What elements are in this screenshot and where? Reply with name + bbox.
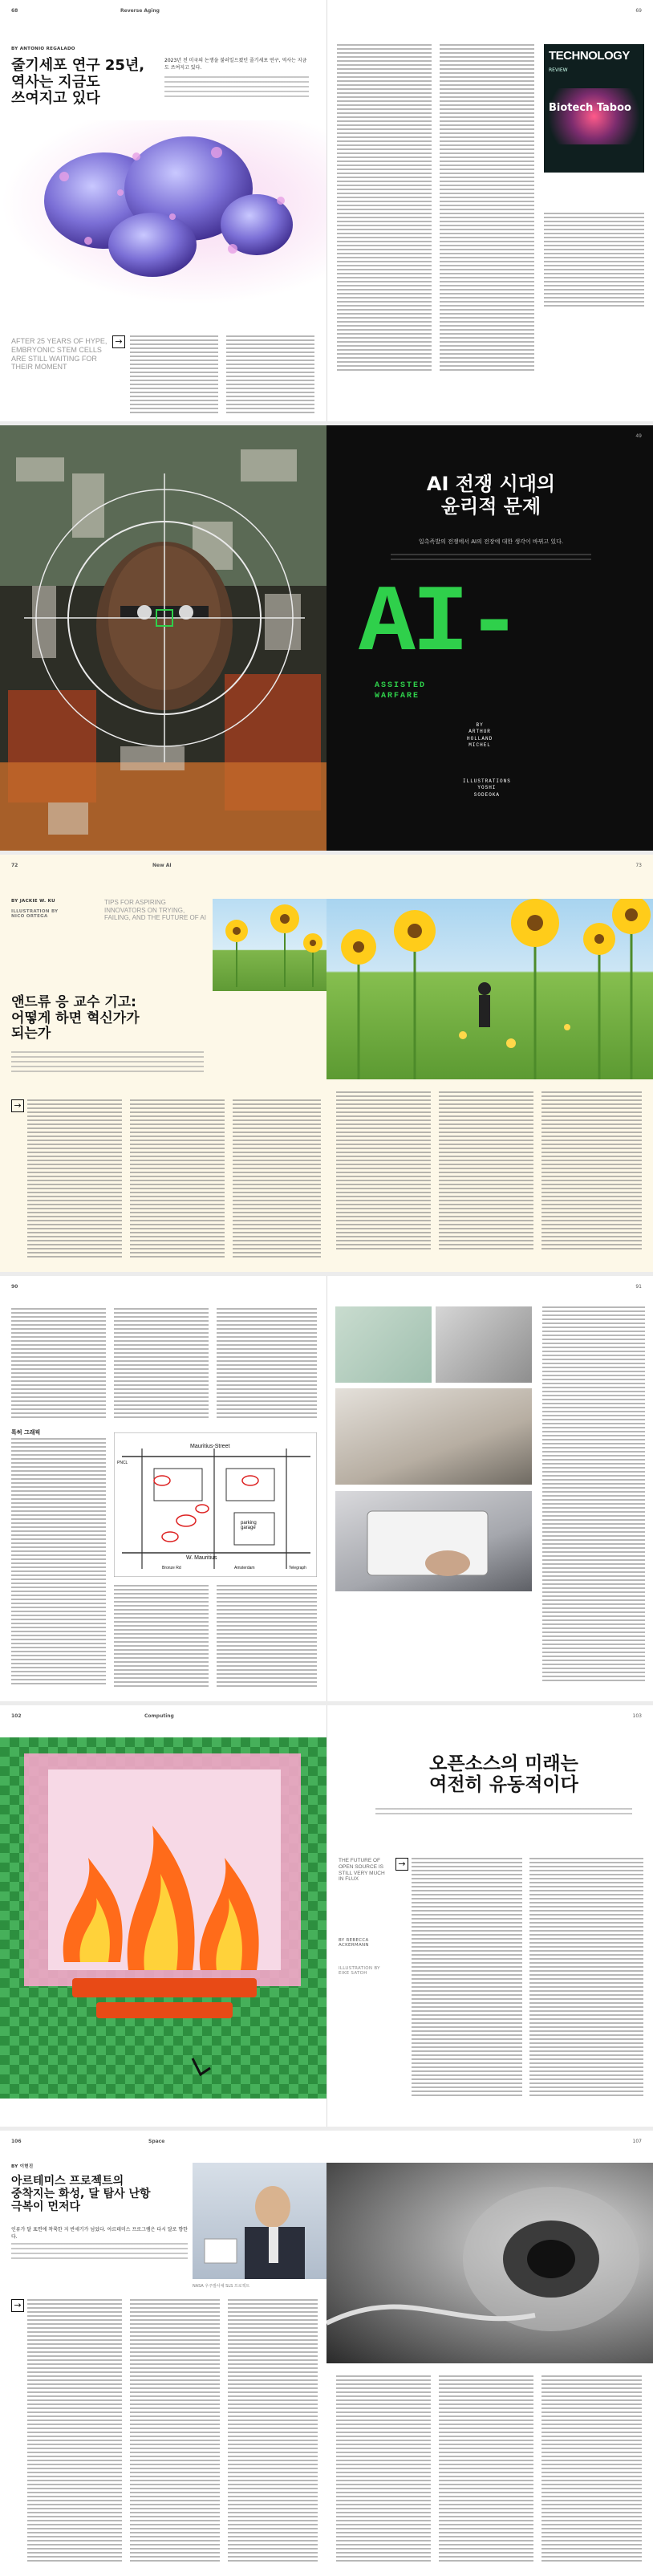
spread-reverse-aging bbox=[0, 0, 653, 421]
article-title: 아르테미스 프로젝트의 중착지는 화성, 달 탐사 난항 극복이 먼저다 bbox=[11, 2175, 151, 2214]
page-number-right: 103 bbox=[632, 1713, 642, 1719]
article-title: 줄기세포 연구 25년, 역사는 지금도 쓰여지고 있다 bbox=[11, 57, 145, 108]
section-runner: Space bbox=[148, 2139, 165, 2144]
body-column-5 bbox=[439, 2375, 533, 2564]
map-parking-label: parking garage bbox=[241, 1521, 257, 1530]
map-label-3: Amsterdam bbox=[234, 1566, 255, 1570]
body-column-3 bbox=[337, 44, 432, 373]
illustrator-credit: ILLUSTRATIONS YOSHI SODEOKA bbox=[463, 778, 511, 798]
article-title: 앤드류 응 교수 기고: 어떻게 하면 혁신가가 되는가 bbox=[11, 994, 140, 1042]
illustration-credit: ILLUSTRATION BY NICO ORTEGA bbox=[11, 909, 59, 919]
body-column-1 bbox=[412, 1858, 522, 2099]
arrow-right-icon: → bbox=[112, 335, 125, 348]
body-column-4 bbox=[440, 44, 534, 373]
page-number-left: 72 bbox=[11, 863, 18, 868]
byline: BY JACKIE W. KU bbox=[11, 899, 55, 904]
body-column-1 bbox=[130, 335, 218, 416]
flower-field-image-top bbox=[213, 899, 326, 991]
page-72 bbox=[0, 855, 326, 1272]
article-deck: 인류가 달 표면에 착륙한 지 반세기가 넘었다. 아르테미스 프로그램은 다시 달로 향한다. bbox=[11, 2227, 188, 2240]
map-street-bottom: W. Mauritius bbox=[186, 1555, 217, 1561]
article-deck: 2023년 전 미국의 논쟁을 불러일으켰던 줄기세포 연구, 역사는 지금도 쓰여지고 있다. bbox=[164, 58, 307, 71]
page-48 bbox=[0, 425, 326, 851]
page-69 bbox=[326, 0, 653, 421]
deck-text-block bbox=[11, 1051, 204, 1074]
body-column-1 bbox=[27, 2299, 122, 2564]
deck-text-block bbox=[375, 1808, 632, 1818]
page-68 bbox=[0, 0, 326, 421]
article-deck: 일촉즉발의 전쟁에서 AI의 전장에 대한 생각이 바뀌고 있다. bbox=[418, 538, 564, 545]
magazine-title: TECHNOLOGY bbox=[549, 49, 630, 63]
section-runner: Reverse Aging bbox=[120, 8, 160, 14]
street-map-sketch bbox=[114, 1432, 317, 1577]
page-107 bbox=[326, 2131, 653, 2576]
article-title: AI 전쟁 시대의 윤리적 문제 bbox=[426, 473, 556, 518]
body-column-1 bbox=[11, 1308, 106, 1420]
page-49 bbox=[326, 425, 653, 851]
flower-field-image bbox=[326, 899, 653, 1079]
body-column-3 bbox=[233, 1099, 321, 1260]
body-column-2 bbox=[529, 1858, 643, 2099]
spread-ai-warfare bbox=[0, 425, 653, 851]
body-column-6 bbox=[217, 1585, 317, 1689]
arrow-right-icon: → bbox=[395, 1858, 408, 1871]
page-73 bbox=[326, 855, 653, 1272]
speaker-photo bbox=[193, 2163, 326, 2279]
map-label-4: Telegraph bbox=[289, 1566, 306, 1570]
map-label-1: PNCL bbox=[117, 1461, 128, 1465]
photo-touch-screen bbox=[335, 1491, 532, 1591]
article-title: 오픈소스의 미래는 여전히 유동적이다 bbox=[429, 1753, 578, 1796]
ai-big-subtitle: ASSISTED WARFARE bbox=[375, 681, 427, 701]
body-column-2 bbox=[114, 1308, 209, 1420]
body-column-3 bbox=[228, 2299, 318, 2564]
page-91 bbox=[326, 1276, 653, 1701]
spread-patent-graphics bbox=[0, 1276, 653, 1701]
page-number-right: 73 bbox=[635, 863, 642, 868]
spread-andrew-ng bbox=[0, 855, 653, 1272]
section-runner: Computing bbox=[144, 1713, 174, 1719]
map-label-2: Bronze Rd bbox=[162, 1566, 181, 1570]
section-runner: New AI bbox=[152, 863, 172, 868]
magazine-headline: Biotech Taboo bbox=[549, 102, 631, 114]
body-column-4 bbox=[11, 1438, 106, 1687]
spread-artemis bbox=[0, 2131, 653, 2576]
photo-laser-cutter bbox=[335, 1388, 532, 1485]
page-102 bbox=[0, 1705, 326, 2127]
deck-text-block bbox=[391, 554, 591, 563]
magazine-cover-image bbox=[544, 44, 644, 173]
page-90 bbox=[0, 1276, 326, 1701]
arrow-right-icon: → bbox=[11, 1099, 24, 1112]
byline: BY 이현진 bbox=[11, 2164, 34, 2169]
body-column-4 bbox=[336, 2375, 431, 2564]
page-103 bbox=[326, 1705, 653, 2127]
page-number-left: 90 bbox=[11, 1284, 18, 1290]
photo-printer bbox=[436, 1306, 532, 1383]
article-deck-en: AFTER 25 YEARS OF HYPE, EMBRYONIC STEM CELLS ARE STILL WAITING FOR THEIR MOMENT bbox=[11, 337, 107, 372]
ai-big-title: AI- bbox=[359, 571, 520, 678]
article-deck-en: TIPS FOR ASPIRING INNOVATORS ON TRYING, FAILING, AND THE FUTURE OF AI bbox=[104, 899, 206, 922]
open-source-illustration bbox=[0, 1737, 326, 2099]
body-column-1 bbox=[27, 1099, 122, 1260]
body-column-4 bbox=[336, 1091, 431, 1252]
page-number-right: 49 bbox=[635, 433, 642, 439]
spacecraft-engine-image bbox=[326, 2163, 653, 2363]
article-deck-en: THE FUTURE OF OPEN SOURCE IS STILL VERY MUCH IN FLUX bbox=[339, 1858, 385, 1883]
body-column-7 bbox=[542, 1306, 645, 1684]
page-number-right: 91 bbox=[635, 1284, 642, 1290]
page-number-left: 68 bbox=[11, 8, 18, 14]
ai-warfare-illustration bbox=[0, 425, 326, 851]
body-column-6 bbox=[541, 1091, 642, 1252]
photo-caption: NASA 우주발사체 SLS 프로젝트 bbox=[193, 2284, 250, 2289]
body-column-2 bbox=[226, 335, 314, 416]
stem-cell-image bbox=[0, 120, 326, 305]
author-credit: BY ARTHUR HOLLAND MICHEL bbox=[467, 722, 493, 749]
page-number-right: 69 bbox=[635, 8, 642, 14]
body-column-5 bbox=[114, 1585, 209, 1689]
cover-art bbox=[544, 88, 644, 144]
illustration-credit: ILLUSTRATION BY EIKE SATOH bbox=[339, 1966, 380, 1976]
deck-text-block bbox=[164, 76, 309, 99]
page-number-left: 102 bbox=[11, 1713, 22, 1719]
subhead: 특허 그래픽 bbox=[11, 1429, 41, 1436]
map-street-top: Mauritius-Street bbox=[190, 1444, 230, 1449]
byline: BY REBECCA ACKERMANN bbox=[339, 1938, 369, 1948]
body-column-2 bbox=[130, 1099, 225, 1260]
arrow-right-icon: → bbox=[11, 2299, 24, 2312]
body-column-5 bbox=[439, 1091, 533, 1252]
body-column-2 bbox=[130, 2299, 220, 2564]
page-number-right: 107 bbox=[632, 2139, 642, 2144]
photo-hands-paper bbox=[335, 1306, 432, 1383]
page-106 bbox=[0, 2131, 326, 2576]
byline: BY ANTONIO REGALADO bbox=[11, 47, 75, 51]
magazine-subtitle: REVIEW bbox=[549, 67, 568, 73]
body-column-6 bbox=[541, 2375, 642, 2564]
body-column-5 bbox=[544, 213, 644, 309]
deck-text-block bbox=[11, 2243, 188, 2262]
spread-open-source bbox=[0, 1705, 653, 2127]
page-number-left: 106 bbox=[11, 2139, 22, 2144]
body-column-3 bbox=[217, 1308, 317, 1420]
